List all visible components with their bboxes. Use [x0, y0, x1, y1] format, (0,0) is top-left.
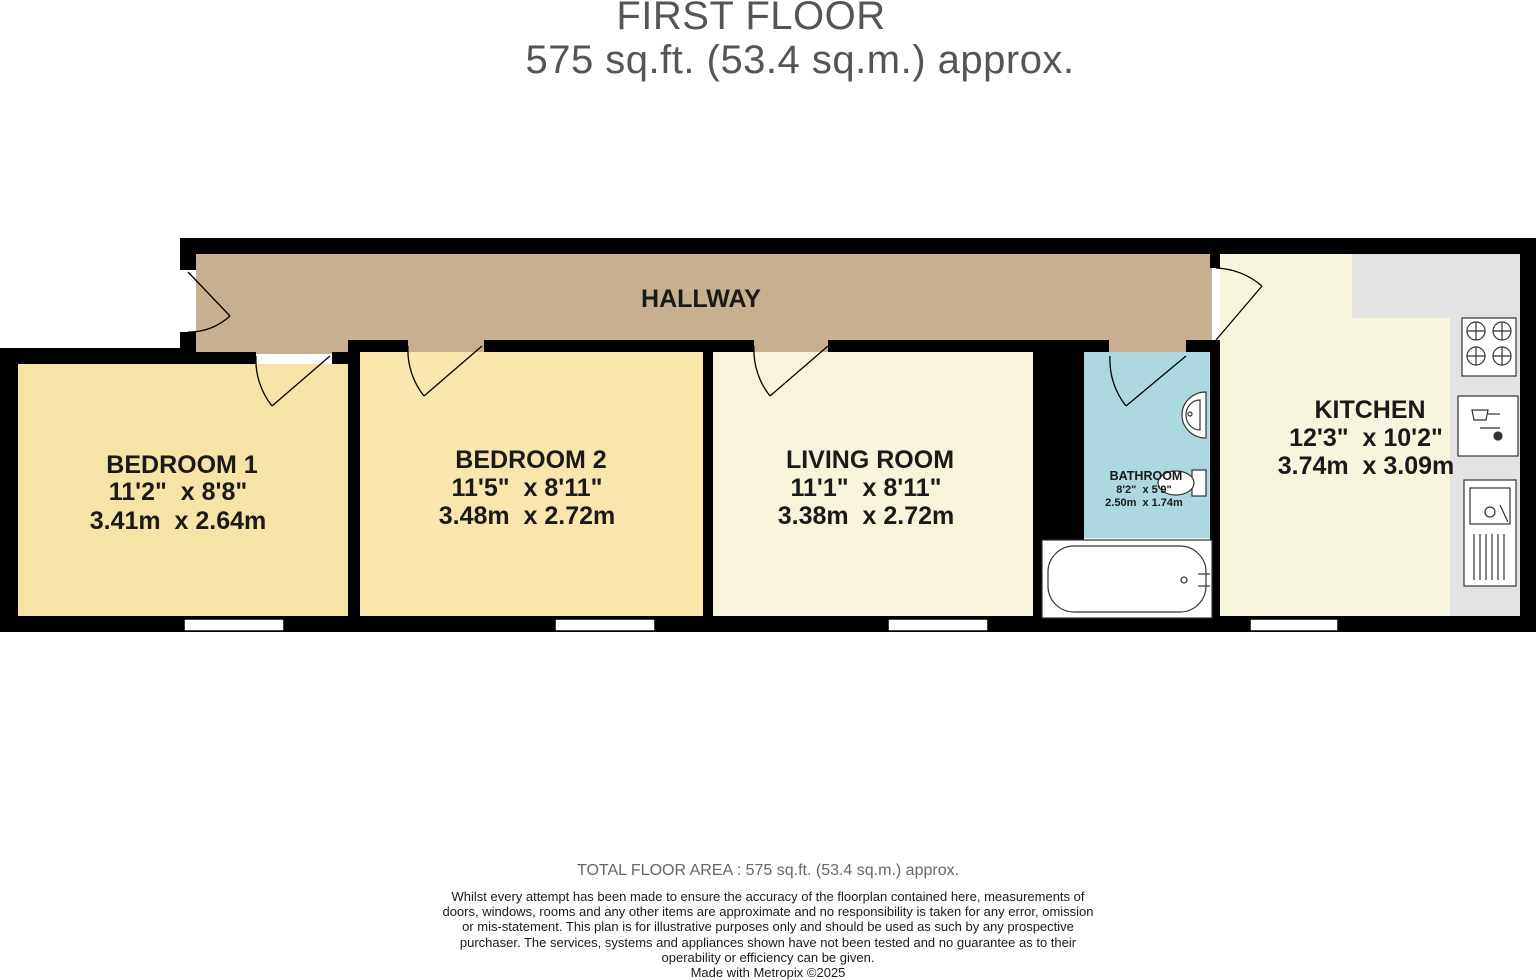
bath-icon	[1042, 540, 1212, 618]
floor-title: FIRST FLOOR	[616, 0, 886, 38]
floor-area-heading: 575 sq.ft. (53.4 sq.m.) approx.	[525, 38, 1075, 82]
bathroom-imperial: 8'2" x 5'9"	[1116, 484, 1172, 496]
bathroom-fill	[1084, 352, 1210, 540]
metropix-credit: Made with Metropix ©2025	[690, 965, 846, 980]
living-room-metric: 3.38m x 2.72m	[777, 502, 955, 530]
disclaimer-text: Whilst every attempt has been made to ensure the accuracy of the floorplan contained here, measurements of doors, windows, rooms and any other items are approximate and no responsibility is taken for any error, omission or mis-statement. This plan is for illustrative purposes only and should be used as such by any prospective purchaser. The services, systems and appliances shown have not been tested and no guarantee as to their operability or efficiency can be given.	[442, 889, 1094, 965]
bathroom-name: BATHROOM	[1109, 469, 1183, 483]
hallway-label: HALLWAY	[641, 285, 761, 313]
bedroom-2-name: BEDROOM 2	[455, 446, 607, 474]
bedroom-1-metric: 3.41m x 2.64m	[89, 507, 267, 535]
window-living-room	[888, 619, 988, 631]
bedroom-2-metric: 3.48m x 2.72m	[438, 502, 616, 530]
kitchen-metric: 3.74m x 3.09m	[1277, 452, 1455, 480]
kitchen-name: KITCHEN	[1314, 396, 1426, 424]
kitchen-imperial: 12'3" x 10'2"	[1289, 424, 1443, 452]
window-bedroom-1	[184, 619, 284, 631]
kitchen-sink-icon	[1464, 480, 1516, 586]
bedroom-1-imperial: 11'2" x 8'8"	[108, 478, 248, 506]
bathroom-metric: 2.50m x 1.74m	[1105, 497, 1183, 509]
kitchen-worktop-top	[1352, 254, 1520, 318]
washing-machine-icon	[1458, 396, 1518, 456]
living-room-name: LIVING ROOM	[785, 446, 955, 474]
hob-icon	[1462, 318, 1516, 376]
disclaimer-block	[438, 889, 1098, 980]
bedroom-2-imperial: 11'5" x 8'11"	[451, 474, 603, 502]
window-kitchen	[1250, 619, 1338, 631]
total-floor-area: TOTAL FLOOR AREA : 575 sq.ft. (53.4 sq.m.) approx.	[576, 862, 960, 879]
bedroom-1-name: BEDROOM 1	[106, 451, 258, 479]
window-bedroom-2	[555, 619, 655, 631]
living-room-imperial: 11'1" x 8'11"	[790, 474, 942, 502]
